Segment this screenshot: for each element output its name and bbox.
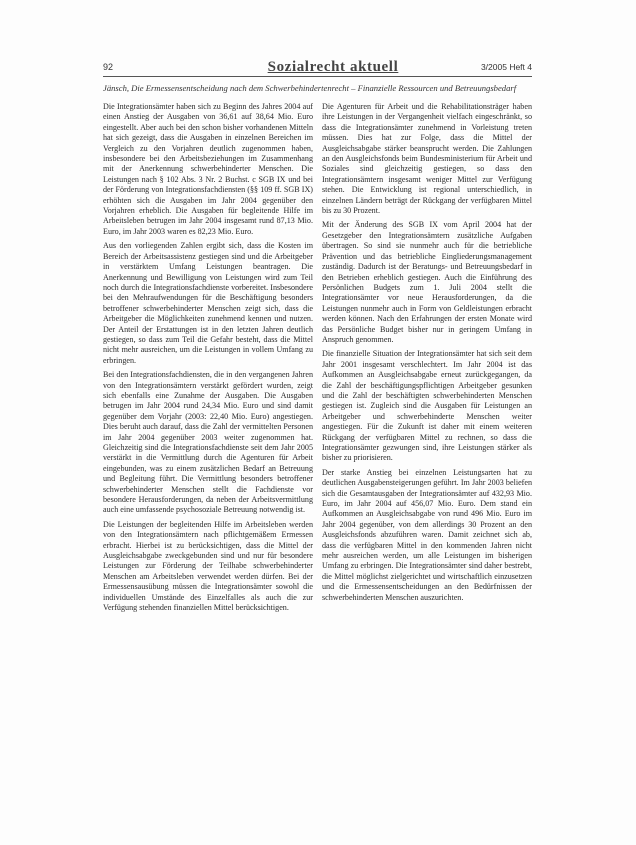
article-subtitle: Jänsch, Die Ermessensentscheidung nach dem Schwerbehindertenrecht – Finanzielle Ressourcen und Betreuungsbedarf — [103, 83, 517, 93]
header-rule — [103, 76, 532, 77]
paragraph: Die finanzielle Situation der Integrationsämter hat sich seit dem Jahr 2001 insgesamt verschlechtert. Im Jahr 2004 ist das Aufkommen an Ausgleichsabgabe erneut zurückgegangen, da die Zahl der beschäftigungspflichtigen Arbeitgeber gesunken und die Zahl der beschäftigten schwerbehinderten Menschen gestiegen ist. Zugleich sind die Ausgaben für Leistungen an Arbeitgeber und schwerbehinderte Menschen weiter angestiegen. Für die Zukunft ist daher mit einem weiteren Rückgang der verfügbaren Mittel zu rechnen, so dass die Integrationsämter gezwungen sind, ihre Leistungen stärker als bisher zu priorisieren. — [322, 349, 532, 463]
paragraph: Aus den vorliegenden Zahlen ergibt sich, dass die Kosten im Bereich der Arbeitsassistenz gestiegen sind und die Arbeitgeber in verstärktem Umfang Leistungen beantragen. Die Anerkennung und Bewilligung von Leistungen wird zum Teil noch durch die Integrationsfachdienste vorbereitet. Insbesondere bei den Mehraufwendungen für die Beschäftigung besonders betroffener schwerbehinderter Menschen zeigt sich, dass die Arbeitgeber die Möglichkeiten zunehmend kennen und nutzen. Der Anteil der Erstattungen ist in den letzten Jahren deutlich gestiegen, so dass zum Teil die Gefahr besteht, dass die Mittel nicht mehr ausreichen, um die Leistungen in vollem Umfang zu erbringen. — [103, 241, 313, 365]
right-column — [322, 102, 532, 822]
issue-label: 3/2005 Heft 4 — [480, 62, 532, 72]
paragraph: Mit der Änderung des SGB IX vom April 2004 hat der Gesetzgeber den Integrationsämtern zusätzliche Aufgaben übertragen. So sind sie nunmehr auch für die betriebliche Prävention und das betriebliche Eingliederungsmanagement zuständig. Dadurch ist der Beratungs- und Betreuungsbedarf in den Betrieben erheblich gestiegen. Auch die Einführung des Persönlichen Budgets zum 1. Juli 2004 stellt die Integrationsämter vor neue Herausforderungen, da die Leistungen nunmehr auch in Form von Geldleistungen erbracht werden können. Nach den Erfahrungen der ersten Monate wird das Persönliche Budget bisher nur in geringem Umfang in Anspruch genommen. — [322, 220, 532, 344]
page-number: 92 — [103, 62, 114, 72]
paragraph: Bei den Integrationsfachdiensten, die in den vergangenen Jahren von den Integrationsämtern verstärkt gefördert wurden, zeigt sich ebenfalls eine Zunahme der Ausgaben. Die Ausgaben betrugen im Jahr 2004 rund 24,34 Mio. Euro und sind damit gegenüber dem Vorjahr (2003: 22,40 Mio. Euro) angestiegen. Dies beruht auch darauf, dass die Zahl der vermittelten Personen im Jahr 2004 gegenüber 2003 weiter zugenommen hat. Gleichzeitig sind die Integrationsfachdienste seit dem Jahr 2005 verstärkt in die Vermittlung durch die Agenturen für Arbeit eingebunden, was zu einem zusätzlichen Bedarf an Betreuung und Begleitung führt. Die Vermittlung besonders betroffener schwerbehinderter Menschen stellt die Fachdienste vor besondere Herausforderungen, da neben der Arbeitsvermittlung auch eine umfassende psychosoziale Betreuung notwendig ist. — [103, 370, 313, 515]
paragraph: Die Agenturen für Arbeit und die Rehabilitationsträger haben ihre Leistungen in der Vergangenheit vielfach eingeschränkt, so dass die Integrationsämter zunehmend in Vorleistung treten müssen. Dies hat zur Folge, dass die Mittel der Ausgleichsabgabe stärker beansprucht werden. Die Zahlungen an den Ausgleichsfonds beim Bundesministerium für Arbeit und Soziales sind gleichzeitig gestiegen, so dass den Integrationsämtern insgesamt weniger Mittel zur Verfügung stehen. Die Entwicklung ist regional unterschiedlich, in einzelnen Ländern beträgt der Rückgang der verfügbaren Mittel bis zu 30 Prozent. — [322, 102, 532, 216]
journal-title: Sozialrecht aktuell — [267, 59, 399, 75]
paragraph: Die Integrationsämter haben sich zu Beginn des Jahres 2004 auf einen Anstieg der Ausgaben von 36,61 auf 38,64 Mio. Euro eingestellt. Aber auch bei den schon bisher vorhandenen Mitteln hat sich gezeigt, dass die Ausgaben in einzelnen Bereichen im Vergleich zu den Vorjahren deutlich zugenommen haben, insbesondere bei den Arbeitsbeziehungen im Zusammenhang mit der Anerkennung schwerbehinderter Menschen. Die Leistungen nach § 102 Abs. 3 Nr. 2 Buchst. c SGB IX und bei der Förderung von Integrationsfachdiensten (§§ 109 ff. SGB IX) erhöhten sich die Ausgaben im Jahr 2004 gegenüber den Vorjahren erheblich. Die Ausgaben für begleitende Hilfe im Arbeitsleben betrugen im Jahr 2004 insgesamt rund 87,13 Mio. Euro, im Jahr 2003 waren es 82,23 Mio. Euro. — [103, 102, 313, 236]
page-header — [103, 61, 532, 79]
left-column — [103, 102, 313, 822]
paragraph: Der starke Anstieg bei einzelnen Leistungsarten hat zu deutlichen Ausgabensteigerungen geführt. Im Jahr 2003 beliefen sich die Gesamtausgaben der Integrationsämter auf 432,93 Mio. Euro, im Jahr 2004 auf 456,07 Mio. Euro. Dem stand ein Aufkommen an Ausgleichsabgabe von rund 496 Mio. Euro im Jahr 2004 gegenüber, von dem allerdings 30 Prozent an den Ausgleichsfonds abzuführen waren. Damit zeichnet sich ab, dass die verfügbaren Mittel in den kommenden Jahren nicht mehr ausreichen werden, um alle Leistungen im bisherigen Umfang zu erbringen. Die Integrationsämter sind daher bestrebt, die Mittel möglichst zielgerichtet und wirtschaftlich einzusetzen und die Ermessensentscheidungen an den Bedürfnissen der schwerbehinderten Menschen auszurichten. — [322, 467, 532, 602]
paragraph: Die Leistungen der begleitenden Hilfe im Arbeitsleben werden von den Integrationsämtern nach pflichtgemäßem Ermessen erbracht. Hierbei ist zu berücksichtigen, dass die Mittel der Ausgleichsabgabe zweckgebunden sind und nur für besondere Leistungen zur Förderung der Teilhabe schwerbehinderter Menschen am Arbeitsleben verwendet werden dürfen. Bei der Ermessensausübung müssen die Integrationsämter sowohl die individuellen Umstände des Einzelfalles als auch die zur Verfügung stehenden finanziellen Mittel berücksichtigen. — [103, 519, 313, 613]
